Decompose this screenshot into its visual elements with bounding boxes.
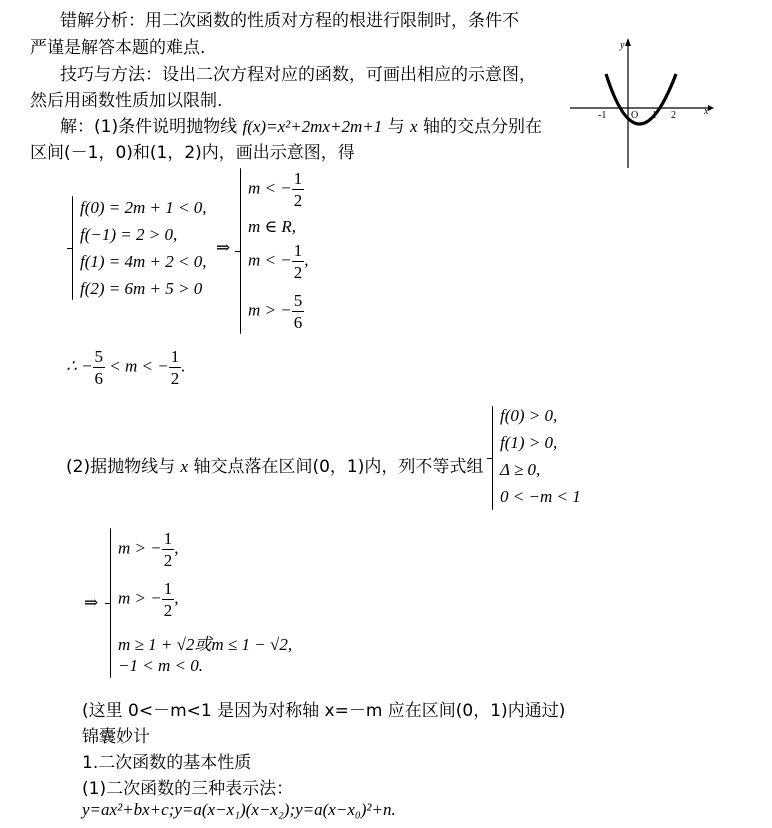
figure-tick-origin: O [631,110,639,121]
part2-text-a: (2)据抛物线与 [66,457,176,477]
system1-result-row: m < − $\frac{1}{2}$ , [248,241,309,282]
figure-tick-2: 2 [671,110,676,121]
system2-row: f(1) > 0, [500,433,558,452]
system1-result-text: m > − [248,300,292,320]
implies-arrow-2: ⇒ [84,593,99,612]
system1-result-text: m < − [248,250,292,270]
system1-result-row [248,292,304,331]
solution-intro-b: 与 [387,117,405,137]
system2-row: f(0) > 0, [500,406,558,425]
fraction-five-sixths: $\frac{5}{6}$ [293,291,303,332]
fraction-one-half: $\frac{1}{2}$ [293,169,303,210]
system2-result-row: m > − $\frac{1}{2}$ , [118,529,179,570]
conclusion-prefix: ∴ − [66,356,93,376]
figure-tick-1: 1 [652,110,657,121]
system2-result-text: m > − [118,588,162,608]
parabola-sketch [568,34,714,170]
solution-intro-c: 轴的交点分别在 [422,117,542,137]
system1-result-row: m ∈ R, [248,217,296,236]
x-var: x [410,117,418,136]
solution-intro-a: 解：(1)条件说明抛物线 [60,117,238,137]
solution-intro [60,112,542,137]
system1-result-brace [240,168,241,334]
system2-result-text: m > − [118,538,162,558]
figure-tick-neg1: -1 [598,110,607,121]
system2-result-row: m ≥ 1 + √2或m ≤ 1 − √2, [118,635,293,654]
figure-y-label: y [620,40,625,51]
system2-result-brace [110,528,111,678]
system1-row: f(−1) = 2 > 0, [80,225,178,244]
function-def: f(x)=x²+2mx+2m+1 [242,117,383,136]
note-line: (这里 0<－m<1 是因为对称轴 x=－m 应在区间(0，1)内通过) [82,701,566,721]
solution-interval: 区间(－1，0)和(1，2)内，画出示意图，得 [30,143,355,163]
system1-row: f(0) = 2m + 1 < 0, [80,198,207,217]
system2-result-row: m > − $\frac{1}{2}$ , [118,579,179,620]
item-1-1: (1)二次函数的三种表示法： [82,779,294,799]
implies-arrow: ⇒ [216,238,231,257]
analysis-line: 错解分析：用二次函数的性质对方程的根进行限制时，条件不 [60,11,519,31]
system1-result-row [248,170,304,209]
technique-line: 技巧与方法：设出二次方程对应的函数，可画出相应的示意图， [60,65,536,85]
part2-text-b: 轴交点落在区间(0，1)内，列不等式组 [193,457,484,477]
conclusion-line: ∴ − $\frac{5}{6}$ < m < − $\frac{1}{2}$ . [66,347,186,388]
system2-row: 0 < −m < 1 [500,487,581,506]
system1-brace [72,196,73,300]
system2-row: Δ ≥ 0, [500,460,541,479]
x-var: x [180,457,189,476]
technique-line-cont: 然后用函数性质加以限制. [30,91,223,111]
fraction-one-half: $\frac{1}{2}$ [293,241,303,282]
part2-line [66,452,483,477]
figure-x-label: x [704,106,709,117]
analysis-line-cont: 严谨是解答本题的难点. [30,38,206,58]
system1-row: f(1) = 4m + 2 < 0, [80,252,207,271]
system2-brace [492,406,493,510]
system2-result-row: −1 < m < 0. [118,656,203,675]
representation-forms: y=ax²+bx+c;y=a(x−x₁)(x−x₂);y=a(x−x₀)²+n. [82,800,396,819]
section-title: 锦囊妙计 [82,727,150,747]
system1-row: f(2) = 6m + 5 > 0 [80,279,203,298]
system1-result-text: m < − [248,178,292,198]
item-1: 1.二次函数的基本性质 [82,753,252,773]
